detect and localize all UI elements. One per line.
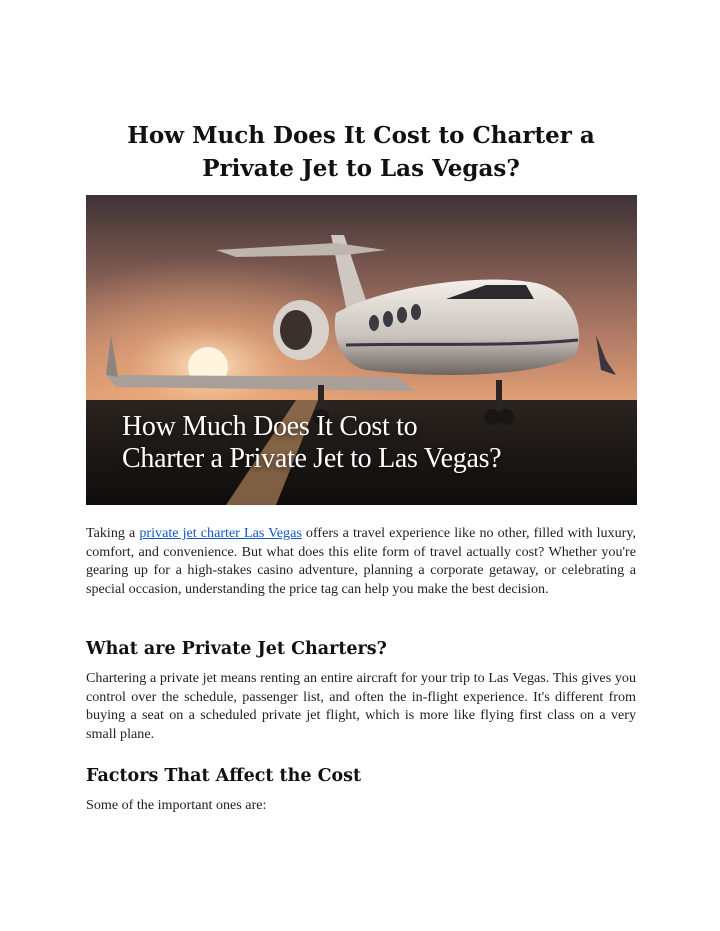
section-paragraph-private-jet-charters: Chartering a private jet means renting an entire aircraft for your trip to Las Vegas. This gives you control over the schedule, passenger list, and often the in-flight experience. It's different from buying a seat on a scheduled private jet flight, which is more like flying first class on a very small plane. [86, 670, 636, 742]
private-jet-charter-link[interactable]: private jet charter Las Vegas [139, 525, 302, 541]
section-heading-factors-cost: Factors That Affect the Cost [86, 766, 362, 786]
intro-paragraph [86, 524, 636, 598]
hero-image [86, 195, 637, 505]
hero-caption-line-2: Charter a Private Jet to Las Vegas? [122, 443, 502, 474]
intro-text-before-link: Taking a [86, 525, 140, 541]
hero-caption-line-1: How Much Does It Cost to [122, 411, 418, 442]
intro-text-after-link: offers a travel experience like no other, filled with luxury, comfort, and convenience. But what does this elite form of travel actually cost? Whether you're gearing up for a high-stakes casino adventure, planning a corporate getaway, or celebrating a special occasion, understanding the price tag can help you make the best decision. [86, 525, 636, 597]
hero-caption [122, 411, 622, 475]
section-paragraph-factors-cost: Some of the important ones are: [86, 797, 267, 813]
section-heading-private-jet-charters: What are Private Jet Charters? [86, 639, 387, 659]
page-title: How Much Does It Cost to Charter a Private Jet to Las Vegas? [127, 122, 595, 183]
